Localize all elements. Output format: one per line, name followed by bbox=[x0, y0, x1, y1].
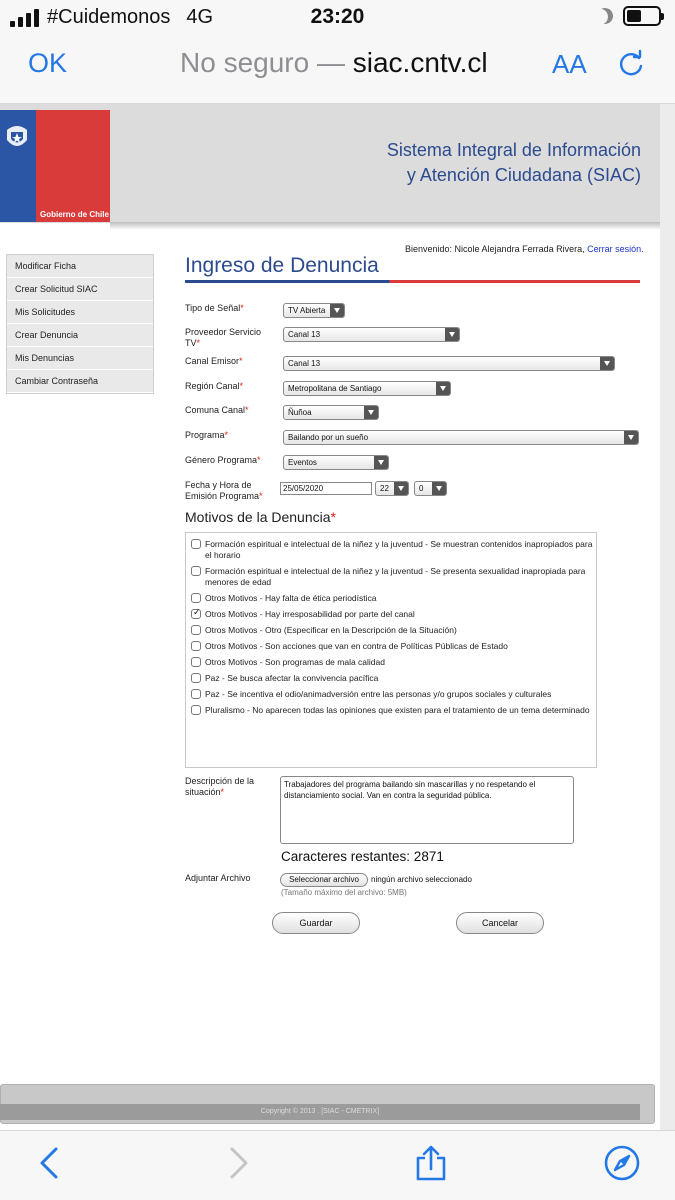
welcome-text bbox=[405, 244, 644, 254]
motivo-item[interactable] bbox=[186, 673, 596, 684]
chevron-down-icon bbox=[445, 328, 459, 341]
date-input[interactable]: 25/05/2020 bbox=[280, 482, 372, 495]
fecha-label: Fecha y Hora de Emisión Programa* bbox=[185, 480, 263, 501]
hour-select[interactable]: 22 bbox=[375, 481, 409, 496]
network-type: 4G bbox=[186, 6, 214, 28]
gov-label: Gobierno de Chile bbox=[40, 210, 109, 219]
site-title-line2: y Atención Ciudadana (SIAC) bbox=[406, 165, 641, 185]
chevron-down-icon bbox=[374, 456, 388, 469]
motivo-checkbox[interactable] bbox=[191, 593, 201, 603]
forward-icon[interactable] bbox=[220, 1145, 256, 1181]
motivo-label: Pluralismo - No aparecen todas las opiniones que existen para el tratamiento de un tema determinado bbox=[205, 705, 590, 715]
motivo-checkbox[interactable] bbox=[191, 673, 201, 683]
motivo-item[interactable] bbox=[186, 689, 596, 700]
site-title bbox=[387, 138, 641, 188]
done-button[interactable]: OK bbox=[28, 48, 68, 78]
sidebar-item-mis-solicitudes[interactable]: Mis Solicitudes bbox=[7, 301, 153, 324]
motivo-checkbox[interactable] bbox=[191, 641, 201, 651]
minute-select[interactable]: 0 bbox=[414, 481, 447, 496]
welcome-user: Bienvenido: Nicole Alejandra Ferrada Rivera, bbox=[405, 244, 585, 254]
motivo-item[interactable] bbox=[186, 566, 596, 588]
motivo-checkbox[interactable] bbox=[191, 539, 201, 549]
motivos-list bbox=[186, 533, 596, 716]
browser-toolbar bbox=[0, 1130, 675, 1200]
gov-logo-red bbox=[36, 110, 110, 222]
motivo-item[interactable] bbox=[186, 539, 596, 561]
chevron-down-icon bbox=[330, 304, 344, 317]
canal-emisor-select[interactable]: Canal 13 bbox=[283, 356, 615, 371]
cancel-button[interactable]: Cancelar bbox=[456, 912, 544, 934]
motivo-label: Paz - Se busca afectar la convivencia pacífica bbox=[205, 673, 379, 683]
page-edge bbox=[660, 104, 675, 1130]
url-bar bbox=[0, 34, 675, 104]
motivo-label: Otros Motivos - Hay falta de ética periodística bbox=[205, 593, 377, 603]
reload-icon[interactable] bbox=[616, 49, 646, 79]
motivo-item[interactable] bbox=[186, 609, 596, 620]
status-bar bbox=[0, 0, 675, 34]
motivo-checkbox[interactable] bbox=[191, 566, 201, 576]
region-select[interactable]: Metropolitana de Santiago bbox=[283, 381, 451, 396]
chevron-down-icon bbox=[436, 382, 450, 395]
motivos-title: Motivos de la Denuncia* bbox=[185, 509, 336, 525]
url-host: siac.cntv.cl bbox=[352, 47, 488, 78]
status-right bbox=[597, 6, 661, 26]
web-page bbox=[0, 104, 675, 1130]
back-icon[interactable] bbox=[32, 1145, 68, 1181]
motivo-item[interactable] bbox=[186, 657, 596, 668]
share-icon[interactable] bbox=[413, 1145, 449, 1181]
chevron-down-icon bbox=[364, 406, 378, 419]
chevron-down-icon bbox=[432, 482, 446, 495]
genero-select[interactable]: Eventos bbox=[283, 455, 389, 470]
motivo-label: Otros Motivos - Son programas de mala calidad bbox=[205, 657, 385, 667]
comuna-label: Comuna Canal* bbox=[185, 405, 249, 415]
sidebar-item-mis-denuncias[interactable]: Mis Denuncias bbox=[7, 347, 153, 370]
address-field[interactable] bbox=[180, 47, 488, 79]
programa-select[interactable]: Bailando por un sueño bbox=[283, 430, 639, 445]
motivo-item[interactable] bbox=[186, 593, 596, 604]
motivo-label: Paz - Se incentiva el odio/animadversión entre las personas y/o grupos sociales y culturales bbox=[205, 689, 552, 699]
programa-label: Programa* bbox=[185, 430, 229, 440]
sidebar-item-cambiar-contrasena[interactable]: Cambiar Contraseña bbox=[7, 370, 153, 393]
motivo-label: Otros Motivos - Son acciones que van en contra de Políticas Públicas de Estado bbox=[205, 641, 508, 651]
motivo-label: Otros Motivos - Hay irresposabilidad por parte del canal bbox=[205, 609, 415, 619]
copyright: Copyright © 2013 . [SIAC - CMETRIX] bbox=[0, 1104, 640, 1120]
battery-icon bbox=[623, 6, 661, 26]
motivo-label: Formación espiritual e intelectual de la niñez y la juventud - Se presenta sexualidad inapropiada para menores de edad bbox=[205, 566, 586, 587]
compass-icon[interactable] bbox=[604, 1145, 640, 1181]
sidebar-item-crear-denuncia[interactable]: Crear Denuncia bbox=[7, 324, 153, 347]
title-underline bbox=[185, 280, 640, 283]
sidebar-item-modificar-ficha[interactable]: Modificar Ficha bbox=[7, 255, 153, 278]
sidebar-item-crear-solicitud[interactable]: Crear Solicitud SIAC bbox=[7, 278, 153, 301]
header-shadow bbox=[110, 222, 660, 230]
clock: 23:20 bbox=[310, 5, 365, 28]
file-status: ningún archivo seleccionado bbox=[371, 875, 472, 884]
logout-link[interactable]: Cerrar sesión. bbox=[587, 244, 644, 254]
tipo-senal-label: Tipo de Señal* bbox=[185, 303, 244, 313]
comuna-select[interactable]: Ñuñoa bbox=[283, 405, 379, 420]
insecure-label: No seguro — bbox=[180, 47, 345, 78]
chars-remaining: Caracteres restantes: 2871 bbox=[281, 849, 444, 864]
chevron-down-icon bbox=[394, 482, 408, 495]
motivo-checkbox[interactable] bbox=[191, 689, 201, 699]
proveedor-select[interactable]: Canal 13 bbox=[283, 327, 460, 342]
select-file-button[interactable]: Seleccionar archivo bbox=[280, 873, 368, 887]
motivo-item[interactable] bbox=[186, 625, 596, 636]
region-label: Región Canal* bbox=[185, 381, 244, 391]
chevron-down-icon bbox=[600, 357, 614, 370]
motivo-item[interactable] bbox=[186, 705, 596, 716]
proveedor-label: Proveedor Servicio TV* bbox=[185, 327, 262, 348]
chevron-down-icon bbox=[624, 431, 638, 444]
descripcion-label: Descripción de la situación* bbox=[185, 776, 255, 797]
motivo-checkbox[interactable] bbox=[191, 705, 201, 715]
save-button[interactable]: Guardar bbox=[272, 912, 360, 934]
genero-label: Género Programa* bbox=[185, 455, 261, 465]
carrier-name: #Cuidemonos bbox=[47, 6, 171, 28]
motivo-item[interactable] bbox=[186, 641, 596, 652]
file-size-hint: (Tamaño máximo del archivo: 5MB) bbox=[281, 888, 407, 897]
motivo-checkbox[interactable] bbox=[191, 657, 201, 667]
motivo-checkbox[interactable] bbox=[191, 609, 201, 619]
motivo-label: Otros Motivos - Otro (Especificar en la Descripción de la Situación) bbox=[205, 625, 457, 635]
motivos-list-box[interactable] bbox=[185, 532, 597, 768]
text-size-button[interactable]: AA bbox=[552, 49, 587, 79]
tipo-senal-select[interactable]: TV Abierta bbox=[283, 303, 345, 318]
sidebar bbox=[6, 254, 154, 394]
coat-of-arms-icon bbox=[1, 120, 33, 154]
gov-logo[interactable] bbox=[0, 110, 36, 222]
descripcion-textarea[interactable]: Trabajadores del programa bailando sin mascarillas y no respetando el distanciamiento social. Van en contra la seguridad pública. bbox=[280, 776, 574, 844]
signal-icon bbox=[10, 9, 39, 27]
canal-emisor-label: Canal Emisor* bbox=[185, 356, 243, 366]
adjuntar-label: Adjuntar Archivo bbox=[185, 873, 251, 883]
motivo-label: Formación espiritual e intelectual de la niñez y la juventud - Se muestran contenidos inapropiados para el horario bbox=[205, 539, 593, 560]
page-title: Ingreso de Denuncia bbox=[185, 254, 379, 277]
motivo-checkbox[interactable] bbox=[191, 625, 201, 635]
status-left bbox=[10, 6, 213, 29]
do-not-disturb-icon bbox=[595, 6, 616, 27]
site-title-line1: Sistema Integral de Información bbox=[386, 140, 641, 160]
battery-level bbox=[627, 10, 641, 22]
